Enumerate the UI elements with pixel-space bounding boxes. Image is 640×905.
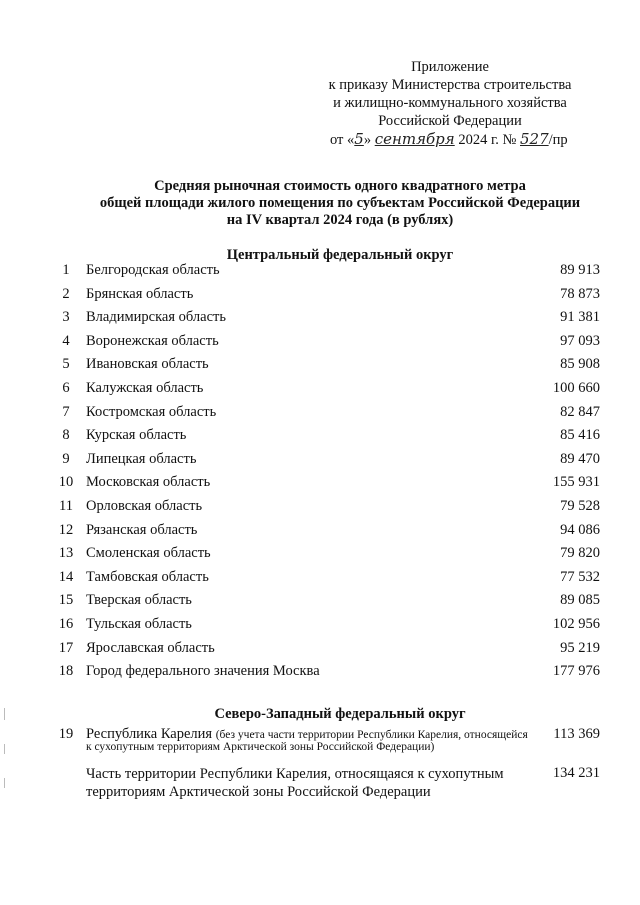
region-name: Ивановская область bbox=[86, 356, 209, 373]
region-name: Воронежская область bbox=[86, 332, 219, 349]
row-number: 1 bbox=[62, 262, 70, 278]
region-name: Тамбовская область bbox=[86, 568, 209, 585]
row-number: 15 bbox=[58, 592, 74, 609]
row-number: 17 bbox=[58, 639, 74, 656]
document-title bbox=[40, 178, 640, 229]
price-value: 155 931 bbox=[552, 474, 600, 491]
price-value: 85 416 bbox=[560, 427, 600, 444]
order-day: 5 bbox=[354, 130, 364, 148]
region-name: Курская область bbox=[86, 427, 187, 444]
region-name: Московская область bbox=[86, 474, 211, 491]
karelia-note-b: к сухопутным территориям Арктической зоны Российской Федерации) bbox=[86, 741, 435, 753]
price-value: 100 660 bbox=[552, 380, 600, 396]
table-row bbox=[0, 545, 640, 567]
table-row bbox=[0, 640, 640, 662]
table-row bbox=[0, 498, 640, 520]
title-line-1: Средняя рыночная стоимость одного квадратного метра bbox=[154, 178, 526, 194]
karelia-arctic-name bbox=[86, 765, 546, 801]
region-name: Липецкая область bbox=[86, 450, 197, 467]
table-row bbox=[0, 286, 640, 308]
title-line-3: на IV квартал 2024 года (в рублях) bbox=[226, 212, 454, 228]
table-row bbox=[0, 380, 640, 402]
row-number: 16 bbox=[58, 616, 74, 632]
row-number: 2 bbox=[62, 285, 70, 302]
row-number: 12 bbox=[58, 521, 74, 538]
region-name: Смоленская область bbox=[86, 545, 211, 562]
price-value: 91 381 bbox=[560, 309, 600, 326]
table-row bbox=[0, 309, 640, 331]
price-value: 102 956 bbox=[552, 616, 600, 632]
karelia-value: 113 369 bbox=[553, 726, 600, 742]
appendix-country: Российской Федерации bbox=[378, 113, 522, 129]
row-number: 18 bbox=[58, 663, 74, 680]
order-month: сентября bbox=[374, 130, 455, 148]
karelia-arctic-line-2: территориям Арктической зоны Российской Федерации bbox=[86, 784, 431, 800]
price-value: 177 976 bbox=[552, 663, 600, 680]
appendix-ministry: и жилищно-коммунального хозяйства bbox=[333, 95, 567, 111]
price-value: 85 908 bbox=[560, 356, 600, 373]
table-row bbox=[0, 592, 640, 614]
row-number: 4 bbox=[62, 332, 70, 349]
price-value: 77 532 bbox=[560, 568, 600, 585]
district-heading-northwest: Северо-Западный федеральный округ bbox=[214, 706, 466, 722]
order-date-number bbox=[330, 130, 568, 149]
region-name: Рязанская область bbox=[86, 521, 198, 538]
region-name: Тульская область bbox=[86, 616, 192, 632]
table-row bbox=[0, 663, 640, 685]
order-year: 2024 г. № bbox=[458, 132, 517, 148]
appendix-label: Приложение bbox=[411, 59, 489, 75]
karelia-arctic-value: 134 231 bbox=[552, 765, 600, 781]
row-number: 6 bbox=[62, 380, 70, 396]
region-name: Город федерального значения Москва bbox=[86, 663, 320, 680]
table-row bbox=[0, 616, 640, 638]
table-row bbox=[0, 522, 640, 544]
price-value: 78 873 bbox=[560, 285, 600, 302]
region-name: Брянская область bbox=[86, 285, 194, 302]
table-row bbox=[0, 451, 640, 473]
table-row bbox=[0, 404, 640, 426]
region-name: Калужская область bbox=[86, 380, 204, 396]
appendix-header bbox=[300, 58, 600, 130]
order-suffix: /пр bbox=[548, 132, 568, 148]
region-name: Ярославская область bbox=[86, 639, 215, 656]
row-number: 11 bbox=[59, 498, 73, 514]
price-value: 89 913 bbox=[560, 262, 600, 278]
karelia-region: Республика Карелия bbox=[86, 726, 213, 742]
order-number: 527 bbox=[520, 130, 549, 148]
order-prefix: от « bbox=[330, 132, 355, 148]
scan-mark bbox=[4, 744, 5, 754]
row-number: 19 bbox=[58, 726, 74, 742]
appendix-order-ref: к приказу Министерства строительства bbox=[328, 77, 572, 93]
price-value: 79 820 bbox=[560, 545, 600, 562]
table-row bbox=[0, 427, 640, 449]
price-value: 97 093 bbox=[560, 332, 600, 349]
row-number: 5 bbox=[62, 356, 70, 373]
table-row bbox=[0, 569, 640, 591]
price-value: 94 086 bbox=[560, 521, 600, 538]
order-mid: » bbox=[363, 132, 372, 148]
row-number: 13 bbox=[58, 545, 74, 562]
region-name: Орловская область bbox=[86, 498, 203, 514]
karelia-note-a: (без учета части территории Республики Карелия, относящейся bbox=[215, 729, 528, 741]
row-number: 14 bbox=[58, 568, 74, 585]
row-number: 10 bbox=[58, 474, 74, 491]
table-row bbox=[0, 262, 640, 284]
scan-mark bbox=[4, 708, 5, 720]
table-row bbox=[0, 474, 640, 496]
region-name: Костромская область bbox=[86, 403, 217, 420]
row-number: 9 bbox=[62, 450, 70, 467]
district-heading-central: Центральный федеральный округ bbox=[226, 247, 454, 263]
region-name: Тверская область bbox=[86, 592, 192, 609]
karelia-arctic-line-1: Часть территории Республики Карелия, относящаяся к сухопутным bbox=[86, 766, 504, 782]
row-number: 3 bbox=[62, 309, 70, 326]
price-value: 82 847 bbox=[560, 403, 600, 420]
row-number: 7 bbox=[62, 403, 70, 420]
price-value: 89 085 bbox=[560, 592, 600, 609]
region-name: Владимирская область bbox=[86, 309, 226, 326]
price-value: 89 470 bbox=[560, 450, 600, 467]
price-value: 79 528 bbox=[560, 498, 600, 514]
title-line-2: общей площади жилого помещения по субъектам Российской Федерации bbox=[99, 195, 581, 211]
price-value: 95 219 bbox=[560, 639, 600, 656]
region-name: Белгородская область bbox=[86, 262, 220, 278]
scan-mark bbox=[4, 778, 5, 788]
table-row bbox=[0, 333, 640, 355]
row-number: 8 bbox=[62, 427, 70, 444]
table-row bbox=[0, 356, 640, 378]
